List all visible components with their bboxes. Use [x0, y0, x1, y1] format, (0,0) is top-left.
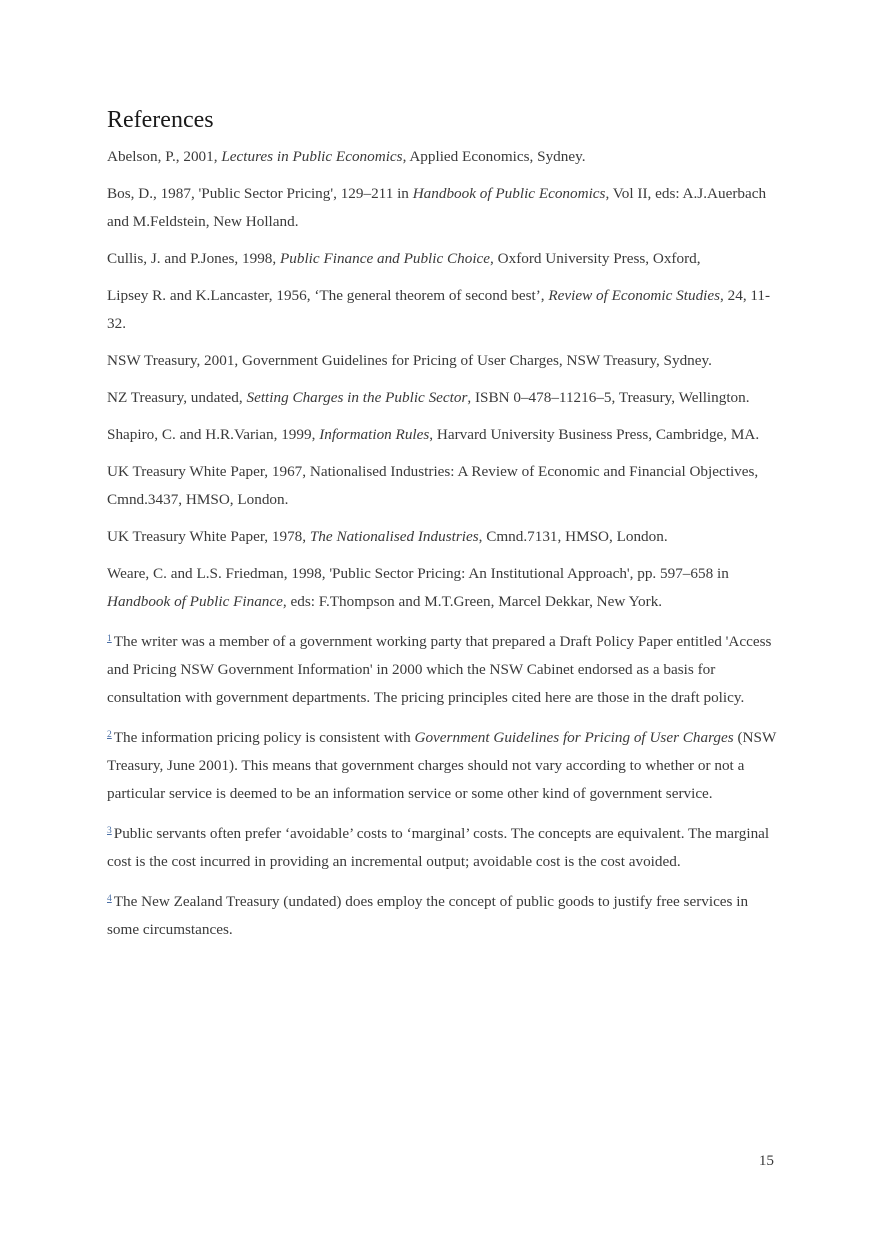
- text-run: Abelson, P., 2001,: [107, 148, 222, 165]
- footnote: [107, 817, 782, 876]
- footnote-link[interactable]: 1: [107, 634, 112, 644]
- italic-title: Lectures in Public Economics: [221, 148, 403, 165]
- text-run: Lipsey R. and K.Lancaster, 1956, ‘The general theorem of second best’,: [107, 287, 549, 304]
- references-heading: References: [107, 107, 214, 133]
- text-run: The writer was a member of a government working party that prepared a Draft Policy Paper entitled 'Access and Pricing NSW Government Information' in 2000 which the NSW Cabinet endorsed as a basis for consultation with government departments. The pricing principles cited here are those in the draft policy.: [107, 633, 772, 706]
- text-run: UK Treasury White Paper, 1967, Nationalised Industries: A Review of Economic and Financial Objectives, Cmnd.3437, HMSO, London.: [107, 463, 759, 508]
- reference-entry: [107, 384, 782, 412]
- text-run: , Applied Economics, Sydney.: [402, 148, 586, 165]
- text-run: , Vol II, eds: A.J.Auerbach and M.Feldstein, New Holland.: [107, 185, 767, 230]
- reference-entry: [107, 560, 782, 616]
- text-run: UK Treasury White Paper, 1978,: [107, 528, 310, 545]
- text-run: , ISBN 0–478–11216–5, Treasury, Wellington.: [467, 389, 750, 406]
- italic-title: Setting Charges in the Public Sector: [246, 389, 468, 406]
- footnote-link[interactable]: 4: [107, 894, 112, 904]
- text-run: Public servants often prefer ‘avoidable’ costs to ‘marginal’ costs. The concepts are equivalent. The marginal cost is the cost incurred in providing an incremental output; avoidable cost is the cost avoided.: [107, 825, 770, 870]
- italic-title: Information Rules: [319, 426, 430, 443]
- text-run: Cullis, J. and P.Jones, 1998,: [107, 250, 280, 267]
- reference-entry: [107, 421, 782, 449]
- document-body: [107, 143, 782, 953]
- text-run: , 24, 11-32.: [107, 287, 771, 332]
- text-run: NZ Treasury, undated,: [107, 389, 247, 406]
- reference-entry: [107, 282, 782, 338]
- footnote: [107, 885, 782, 944]
- text-run: The information pricing policy is consistent with: [113, 729, 415, 746]
- page-number: 15: [758, 1152, 774, 1169]
- footnote: [107, 721, 782, 808]
- reference-entry: [107, 347, 782, 375]
- text-run: NSW Treasury, 2001, Government Guidelines for Pricing of User Charges, NSW Treasury, Sydney.: [107, 352, 712, 369]
- italic-title: Handbook of Public Economics: [412, 185, 606, 202]
- text-run: (NSW Treasury, June 2001). This means that government charges should not vary according to whether or not a particular service is deemed to be an information service or some other kind of government service.: [107, 729, 777, 802]
- text-run: , Harvard University Business Press, Cambridge, MA.: [429, 426, 760, 443]
- text-run: , Cmnd.7131, HMSO, London.: [478, 528, 668, 545]
- reference-entry: [107, 523, 782, 551]
- text-run: Weare, C. and L.S. Friedman, 1998, 'Public Sector Pricing: An Institutional Approach', pp. 597–658 in: [107, 565, 729, 582]
- text-run: The New Zealand Treasury (undated) does employ the concept of public goods to justify free services in some circumstances.: [107, 893, 749, 938]
- reference-entry: [107, 458, 782, 514]
- footnote: [107, 625, 782, 712]
- reference-list: [107, 143, 782, 616]
- italic-title: Handbook of Public Finance: [107, 593, 283, 610]
- reference-entry: [107, 180, 782, 236]
- text-run: Shapiro, C. and H.R.Varian, 1999,: [107, 426, 320, 443]
- footnote-list: [107, 625, 782, 944]
- text-run: , Oxford University Press, Oxford,: [490, 250, 701, 267]
- italic-title: Public Finance and Public Choice: [280, 250, 491, 267]
- text-run: , eds: F.Thompson and M.T.Green, Marcel Dekkar, New York.: [282, 593, 663, 610]
- text-run: Bos, D., 1987, 'Public Sector Pricing', 129–211 in: [107, 185, 413, 202]
- footnote-link[interactable]: 2: [107, 730, 112, 740]
- reference-entry: [107, 143, 782, 171]
- italic-title: Review of Economic Studies: [548, 287, 721, 304]
- italic-title: The Nationalised Industries: [309, 528, 479, 545]
- reference-entry: [107, 245, 782, 273]
- footnote-link[interactable]: 3: [107, 826, 112, 836]
- italic-title: Government Guidelines for Pricing of User Charges: [414, 729, 734, 746]
